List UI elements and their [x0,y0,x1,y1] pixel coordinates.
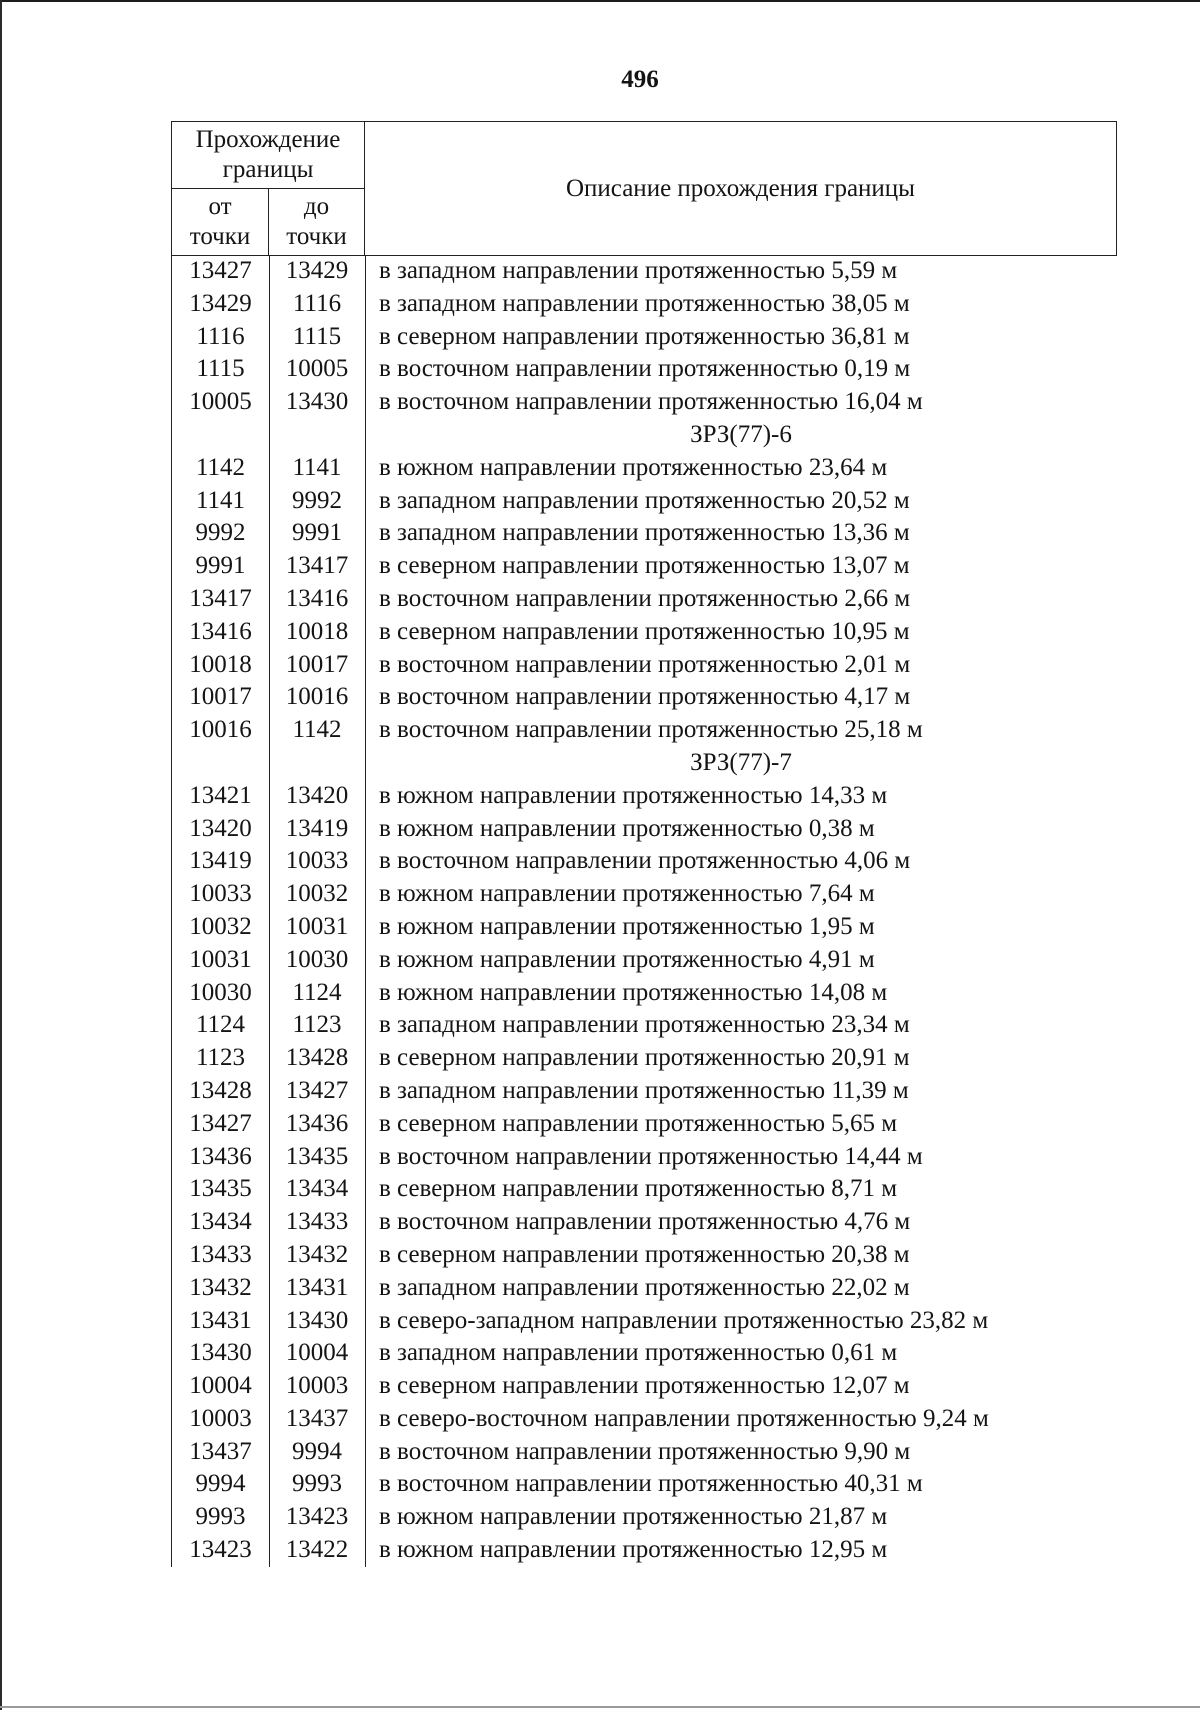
to-point-cell: 13432 [285,1240,349,1268]
description-cell: в западном направлении протяженностью 23,34 м [379,1011,910,1039]
scan-edge-bottom [0,1706,1200,1708]
from-point-cell: 1115 [196,355,245,383]
table-row [172,1108,1117,1141]
to-point-cell: 13428 [285,1044,349,1072]
table-row [172,321,1117,354]
table-row [172,452,1117,485]
from-point-cell: 13430 [189,1339,252,1367]
from-point-cell: 10017 [189,683,252,711]
table-row [172,1534,1117,1567]
from-point-cell: 13420 [189,814,252,842]
to-point-cell: 9993 [292,1470,342,1498]
from-point-cell: 13431 [189,1306,252,1334]
description-cell: в западном направлении протяженностью 38,05 м [379,289,910,317]
description-cell: в восточном направлении протяженностью 4,76 м [379,1208,911,1236]
to-point-cell: 10004 [285,1339,349,1367]
table-row [172,813,1117,846]
from-point-cell: 1123 [195,1044,246,1072]
from-point-cell: 13433 [189,1240,252,1268]
from-point-cell: 10033 [189,880,252,908]
description-cell: в восточном направлении протяженностью 2,01 м [379,650,911,678]
to-point-cell: 13434 [285,1175,349,1203]
to-point-cell: 13420 [285,781,349,809]
description-cell: в северном направлении протяженностью 10,95 м [379,617,910,645]
from-point-cell: 13436 [189,1142,252,1170]
from-point-cell: 10031 [189,945,252,973]
to-point-cell: 13433 [285,1208,349,1236]
from-point-cell: 13432 [189,1273,252,1301]
rows-container [172,255,1117,1567]
table-row [172,255,1117,288]
table-row [172,780,1117,813]
from-point-cell: 9994 [195,1470,246,1498]
table-row [172,1370,1117,1403]
header-from-label: от точки [172,189,269,256]
from-point-cell: 13421 [189,781,252,809]
table-row [172,583,1117,616]
from-point-cell: 9991 [195,552,246,580]
description-cell: в южном направлении протяженностью 21,87 м [379,1503,888,1531]
to-point-cell: 13431 [285,1273,349,1301]
to-point-cell: 9992 [292,486,342,514]
description-cell: в восточном направлении протяженностью 9,90 м [379,1437,911,1465]
table-row [172,1075,1117,1108]
description-cell: в западном направлении протяженностью 5,59 м [379,257,898,284]
table-row [172,977,1117,1010]
table-row [172,1009,1117,1042]
to-point-cell: 10030 [285,945,349,973]
description-cell: в южном направлении протяженностью 4,91 м [379,945,875,973]
description-cell: в восточном направлении протяженностью 0,19 м [379,355,911,383]
table-row [172,485,1117,518]
from-point-cell: 13429 [189,289,252,317]
page-number: 496 [621,66,659,93]
to-point-cell: 13416 [285,584,349,612]
from-point-cell: 13416 [189,617,252,645]
from-point-cell: 1142 [195,453,246,481]
from-point-cell: 13434 [189,1208,252,1236]
to-point-cell: 10017 [285,650,349,678]
from-point-cell: 13427 [189,1109,252,1137]
from-point-cell: 13423 [189,1536,252,1564]
description-cell: в восточном направлении протяженностью 40,31 м [379,1470,923,1498]
to-point-cell: 10003 [285,1372,349,1400]
from-point-cell: 13435 [189,1175,252,1203]
description-cell: в северном направлении протяженностью 20,38 м [379,1240,910,1268]
description-cell: в западном направлении протяженностью 20,52 м [379,486,910,514]
table-row [172,681,1117,714]
from-point-cell: 10018 [189,650,252,678]
table-row [172,649,1117,682]
scan-edge-top [0,0,1200,2]
to-point-cell: 13427 [285,1076,349,1104]
description-cell: в западном направлении протяженностью 11,39 м [379,1076,909,1104]
from-point-cell: 13427 [189,257,252,284]
table-row [172,878,1117,911]
table-row [172,714,1117,747]
table-row [172,1141,1117,1174]
from-point-cell: 10016 [189,716,252,744]
to-point-cell: 10033 [285,847,349,875]
to-point-cell: 1116 [292,289,342,317]
to-point-cell: 13417 [285,552,349,580]
to-point-cell: 1123 [292,1011,342,1039]
table-row [172,845,1117,878]
table-row [172,1305,1117,1338]
table-row [172,911,1117,944]
from-point-cell: 10005 [189,388,252,416]
description-cell: в южном направлении протяженностью 14,08 м [379,978,888,1006]
to-point-cell: 10018 [285,617,349,645]
header-to-label: до точки [269,189,365,256]
description-cell: в западном направлении протяженностью 22,02 м [379,1273,910,1301]
description-cell: в северном направлении протяженностью 36,81 м [379,322,910,350]
from-point-cell: 10030 [189,978,252,1006]
table-row [172,517,1117,550]
table-row [172,944,1117,977]
boundary-table-body [171,255,1117,1567]
description-cell: в южном направлении протяженностью 12,95 м [379,1536,888,1564]
description-cell: в северном направлении протяженностью 5,65 м [379,1109,898,1137]
description-cell: в восточном направлении протяженностью 14,44 м [379,1142,923,1170]
to-point-cell: 10016 [285,683,349,711]
table-row [172,1272,1117,1305]
table-row [172,1501,1117,1534]
from-point-cell: 10004 [189,1372,252,1400]
table-row [172,1337,1117,1370]
scan-edge-left [0,0,2,1710]
description-cell: в северо-восточном направлении протяженностью 9,24 м [379,1404,989,1432]
to-point-cell: 13429 [285,257,349,284]
to-point-cell: 13435 [285,1142,349,1170]
description-cell: в северном направлении протяженностью 13,07 м [379,552,910,580]
from-point-cell: 13419 [189,847,252,875]
table-row [172,1173,1117,1206]
to-point-cell: 1115 [292,322,342,350]
to-point-cell: 13423 [285,1503,349,1531]
section-title: ЗРЗ(77)-6 [690,420,792,448]
from-point-cell: 1124 [195,1011,246,1039]
description-cell: в восточном направлении протяженностью 16,04 м [379,388,923,416]
to-point-cell: 10005 [285,355,349,383]
description-cell: в южном направлении протяженностью 7,64 м [379,880,875,908]
from-point-cell: 13428 [189,1076,252,1104]
table-row [172,1206,1117,1239]
description-cell: в северном направлении протяженностью 12,07 м [379,1372,910,1400]
to-point-cell: 13436 [285,1109,349,1137]
table-row [172,386,1117,419]
section-heading-row [172,419,1117,452]
description-cell: в восточном направлении протяженностью 4,17 м [379,683,911,711]
description-cell: в северном направлении протяженностью 20,91 м [379,1044,910,1072]
description-cell: в северо-западном направлении протяженностью 23,82 м [379,1306,989,1334]
table-row [172,353,1117,386]
to-point-cell: 13437 [285,1404,349,1432]
table-row [172,288,1117,321]
from-point-cell: 13437 [189,1437,252,1465]
to-point-cell: 1142 [292,716,342,744]
from-point-cell: 9993 [195,1503,246,1531]
header-description-label: Описание прохождения границы [365,122,1117,256]
to-point-cell: 1124 [292,978,342,1006]
description-cell: в восточном направлении протяженностью 4,06 м [379,847,911,875]
from-point-cell: 10032 [189,912,252,940]
to-point-cell: 9991 [292,519,342,547]
from-point-cell: 10003 [189,1404,252,1432]
description-cell: в южном направлении протяженностью 14,33 м [379,781,888,809]
to-point-cell: 1141 [292,453,342,481]
description-cell: в западном направлении протяженностью 0,61 м [379,1339,898,1367]
to-point-cell: 13419 [285,814,349,842]
description-cell: в восточном направлении протяженностью 2,66 м [379,584,911,612]
to-point-cell: 9994 [292,1437,342,1465]
description-cell: в восточном направлении протяженностью 25,18 м [379,716,923,744]
from-point-cell: 9992 [195,519,246,547]
table-row [172,616,1117,649]
to-point-cell: 10031 [285,912,349,940]
to-point-cell: 13430 [285,388,349,416]
to-point-cell: 10032 [285,880,349,908]
section-heading-row [172,747,1117,780]
table-row [172,1239,1117,1272]
to-point-cell: 13422 [285,1536,349,1564]
description-cell: в южном направлении протяженностью 1,95 м [379,912,875,940]
description-cell: в южном направлении протяженностью 23,64 м [379,453,888,481]
header-group-label: Прохождение границы [172,122,365,189]
table-row [172,550,1117,583]
description-cell: в западном направлении протяженностью 13,36 м [379,519,910,547]
table-row [172,1403,1117,1436]
section-title: ЗРЗ(77)-7 [690,748,792,776]
description-cell: в северном направлении протяженностью 8,71 м [379,1175,898,1203]
description-cell: в южном направлении протяженностью 0,38 м [379,814,875,842]
from-point-cell: 1141 [195,486,246,514]
table-row [172,1436,1117,1469]
table-row [172,1468,1117,1501]
to-point-cell: 13430 [285,1306,349,1334]
table-header [171,121,1117,256]
from-point-cell: 1116 [196,322,245,350]
from-point-cell: 13417 [189,584,252,612]
table-row [172,1042,1117,1075]
